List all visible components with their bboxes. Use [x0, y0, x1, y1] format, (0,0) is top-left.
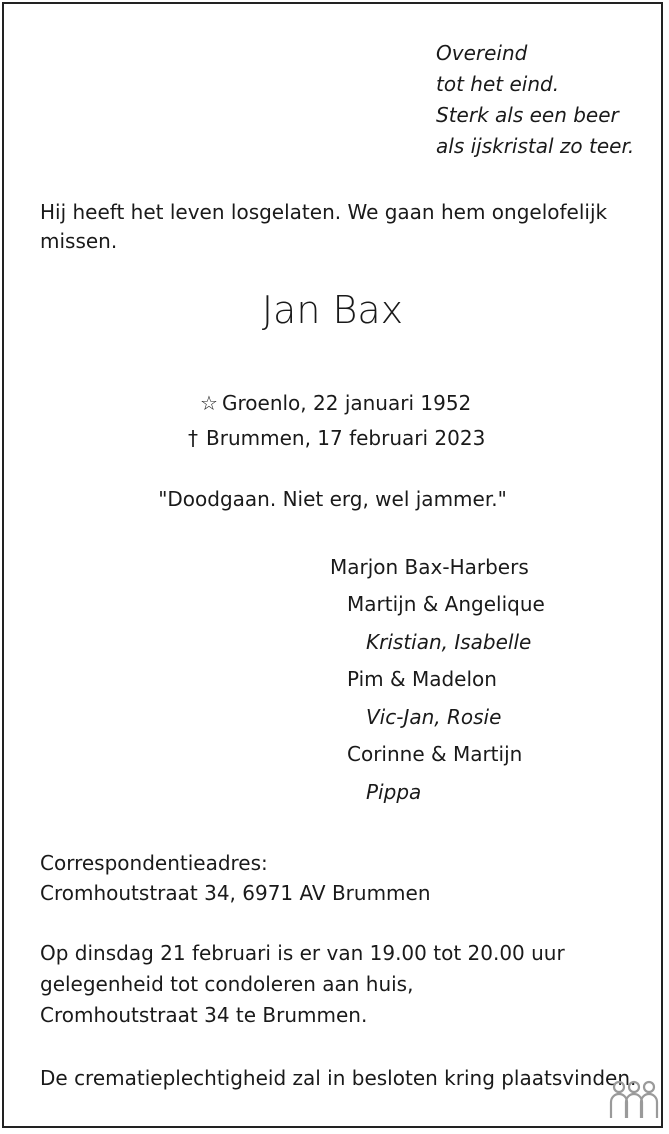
death-text: Brummen, 17 februari 2023	[206, 426, 486, 450]
family-member: Kristian, Isabelle	[366, 630, 532, 654]
star-icon: ☆	[200, 391, 218, 415]
poem-line: Sterk als een beer	[436, 103, 619, 127]
intro-text: Hij heeft het leven losgelaten. We gaan hem ongelofelijk missen.	[40, 200, 608, 253]
quote: "Doodgaan. Niet erg, wel jammer."	[158, 487, 507, 511]
correspondence-address: Cromhoutstraat 34, 6971 AV Brummen	[40, 881, 431, 905]
family-member: Pippa	[366, 780, 422, 804]
condolence-line: Cromhoutstraat 34 te Brummen.	[40, 1003, 368, 1027]
birth-line	[196, 388, 471, 418]
birth-text: Groenlo, 22 januari 1952	[222, 391, 472, 415]
family-member: Vic-Jan, Rosie	[366, 705, 502, 729]
poem	[436, 38, 634, 162]
family-member: Martijn & Angelique	[347, 592, 545, 616]
cross-icon: †	[188, 426, 198, 450]
family-member: Pim & Madelon	[347, 667, 497, 691]
poem-line: als ijskristal zo teer.	[436, 134, 635, 158]
correspondence-label: Correspondentieadres:	[40, 851, 268, 875]
poem-line: Overeind	[436, 41, 528, 65]
condolence-line: Op dinsdag 21 februari is er van 19.00 tot 20.00 uur	[40, 941, 565, 965]
deceased-name: Jan Bax	[261, 288, 404, 332]
poem-line: tot het eind.	[436, 72, 560, 96]
death-line	[180, 423, 485, 453]
people-logo-icon	[608, 1078, 660, 1122]
condolence-line: gelegenheid tot condoleren aan huis,	[40, 972, 414, 996]
family-member: Corinne & Martijn	[347, 742, 523, 766]
cremation-text: De crematieplechtigheid zal in besloten kring plaatsvinden.	[40, 1066, 637, 1090]
family-member: Marjon Bax-Harbers	[330, 555, 529, 579]
condolence-text	[40, 938, 565, 1031]
